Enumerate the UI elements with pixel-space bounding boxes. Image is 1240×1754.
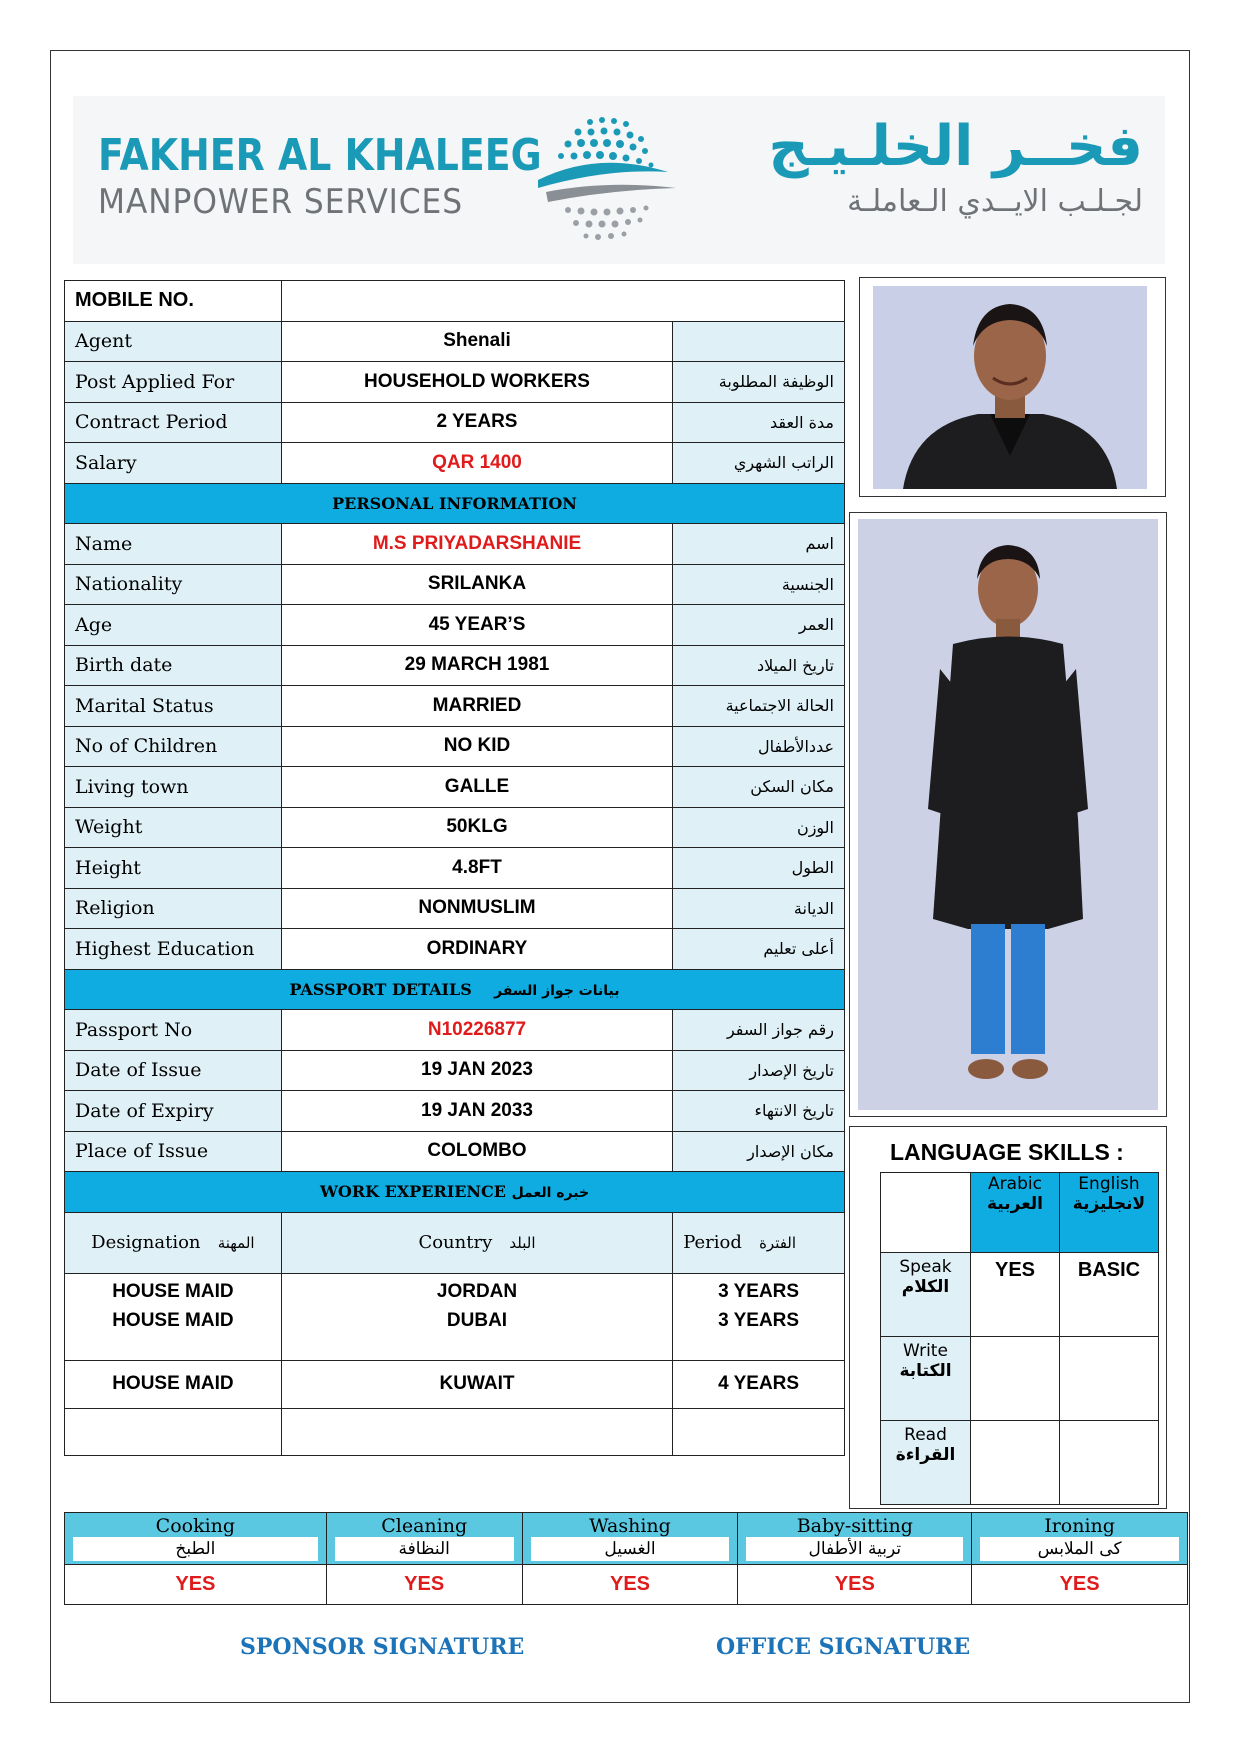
skill-washing (522, 1513, 738, 1565)
personal-info-label: Birth date (65, 645, 282, 686)
language-skills-title: LANGUAGE SKILLS : (890, 1139, 1124, 1165)
language-corner-cell (881, 1173, 971, 1253)
full-body-image (858, 519, 1158, 1110)
passport-info-value: 19 JAN 2023 (281, 1050, 672, 1091)
work-designation: HOUSE MAID (65, 1273, 282, 1310)
personal-info-label: Height (65, 848, 282, 889)
personal-info-label: Living town (65, 767, 282, 808)
country-header-en: Country (418, 1232, 493, 1253)
skill-label-ar: تربية الأطفال (746, 1537, 963, 1561)
portrait-image (873, 286, 1147, 489)
post-row (65, 362, 845, 403)
language-row-label-ar: الكتابة (899, 1361, 952, 1381)
work-designation: HOUSE MAID (65, 1310, 282, 1360)
language-skills-panel (849, 1126, 1167, 1509)
passport-info-label: Date of Issue (65, 1050, 282, 1091)
personal-info-label-ar: الديانة (673, 888, 845, 929)
skill-label-en: Cleaning (381, 1515, 468, 1537)
period-header (673, 1212, 845, 1273)
work-row (65, 1310, 845, 1360)
language-row-label-en: Read (904, 1425, 947, 1445)
company-header (73, 96, 1165, 264)
work-designation: HOUSE MAID (65, 1360, 282, 1408)
skill-label-ar: الطبخ (73, 1537, 318, 1561)
skill-label-en: Baby-sitting (796, 1515, 913, 1537)
personal-info-value: M.S PRIYADARSHANIE (281, 524, 672, 565)
skill-label-ar: النظافة (335, 1537, 514, 1561)
work-designation (65, 1408, 282, 1455)
personal-info-value: 45 YEAR’S (281, 605, 672, 646)
post-value: HOUSEHOLD WORKERS (281, 362, 672, 403)
personal-info-label: No of Children (65, 726, 282, 767)
personal-info-row (65, 726, 845, 767)
work-row-empty (65, 1408, 845, 1455)
contract-row (65, 402, 845, 443)
skill-label-en: Ironing (1044, 1515, 1115, 1537)
personal-info-label-ar: أعلى تعليم (673, 929, 845, 970)
skill-label-ar: الغسيل (531, 1537, 730, 1561)
language-row-label (881, 1421, 971, 1505)
office-signature-label: OFFICE SIGNATURE (716, 1634, 971, 1660)
skill-label-en: Washing (589, 1515, 671, 1537)
passport-info-label-ar: رقم جواز السفر (673, 1010, 845, 1051)
personal-info-label: Name (65, 524, 282, 565)
personal-info-label: Age (65, 605, 282, 646)
personal-info-value: ORDINARY (281, 929, 672, 970)
cv-details-table (64, 280, 845, 1456)
skill-value: YES (65, 1565, 327, 1605)
passport-section-header (65, 969, 845, 1010)
personal-info-row (65, 929, 845, 970)
passport-title-ar: بيانات جواز السفر (494, 982, 620, 999)
language-row-label-ar: القراءة (895, 1445, 956, 1465)
passport-info-value: 19 JAN 2033 (281, 1091, 672, 1132)
passport-info-row (65, 1050, 845, 1091)
work-column-headers (65, 1212, 845, 1273)
personal-info-label: Nationality (65, 564, 282, 605)
language-value (1060, 1421, 1159, 1505)
personal-info-value: 4.8FT (281, 848, 672, 889)
language-col-english (1060, 1173, 1159, 1253)
personal-info-label-ar: اسم (673, 524, 845, 565)
language-row-label-en: Write (903, 1341, 948, 1361)
language-header-row (881, 1173, 1159, 1253)
work-period: 4 YEARS (673, 1360, 845, 1408)
personal-info-row (65, 524, 845, 565)
personal-info-value: MARRIED (281, 686, 672, 727)
personal-section-header (65, 483, 845, 524)
country-header-ar: البلد (509, 1234, 536, 1252)
personal-info-label-ar: العمر (673, 605, 845, 646)
period-header-ar: الفترة (759, 1234, 797, 1252)
work-title-en: WORK EXPERIENCE (319, 1182, 506, 1202)
personal-info-row (65, 564, 845, 605)
sponsor-signature-label: SPONSOR SIGNATURE (240, 1634, 525, 1660)
work-row (65, 1360, 845, 1408)
salary-value: QAR 1400 (281, 443, 672, 484)
work-period (673, 1408, 845, 1455)
personal-info-label-ar: الوزن (673, 807, 845, 848)
salary-label: Salary (65, 443, 282, 484)
agent-value: Shenali (281, 321, 672, 362)
personal-section-title: PERSONAL INFORMATION (65, 483, 845, 524)
passport-info-label-ar: تاريخ الإصدار (673, 1050, 845, 1091)
post-label: Post Applied For (65, 362, 282, 403)
mobile-label: MOBILE NO. (65, 281, 282, 322)
agent-label-ar (673, 321, 845, 362)
work-section-header (65, 1172, 845, 1213)
personal-info-label: Religion (65, 888, 282, 929)
skill-cleaning (326, 1513, 522, 1565)
salary-label-ar: الراتب الشهري (673, 443, 845, 484)
work-title-ar: خبره العمل (511, 1185, 590, 1202)
passport-info-value: N10226877 (281, 1010, 672, 1051)
agent-label: Agent (65, 321, 282, 362)
skill-ironing (972, 1513, 1188, 1565)
work-country (281, 1408, 672, 1455)
personal-info-label-ar: تاريخ الميلاد (673, 645, 845, 686)
country-header (281, 1212, 672, 1273)
brand-subtitle-ar: لجـلـب الايــدي الـعاملـة (847, 184, 1143, 219)
personal-info-value: 50KLG (281, 807, 672, 848)
salary-row (65, 443, 845, 484)
language-skills-table (880, 1172, 1159, 1505)
work-row (65, 1273, 845, 1310)
language-value (1060, 1337, 1159, 1421)
personal-info-value: NO KID (281, 726, 672, 767)
language-row-read (881, 1421, 1159, 1505)
personal-info-row (65, 605, 845, 646)
post-label-ar: الوظيفة المطلوبة (673, 362, 845, 403)
brand-name-en: FAKHER AL KHALEEG (98, 130, 542, 181)
language-col-ar: العربية (986, 1194, 1043, 1214)
personal-info-label-ar: مكان السكن (673, 767, 845, 808)
language-value (971, 1337, 1060, 1421)
personal-info-row (65, 848, 845, 889)
language-row-label-ar: الكلام (901, 1277, 950, 1297)
work-section-title (65, 1172, 845, 1213)
passport-info-value: COLOMBO (281, 1131, 672, 1172)
passport-info-label: Place of Issue (65, 1131, 282, 1172)
contract-value: 2 YEARS (281, 402, 672, 443)
personal-info-row (65, 686, 845, 727)
language-row-label (881, 1253, 971, 1337)
designation-header-ar: المهنة (217, 1234, 255, 1252)
skill-value: YES (972, 1565, 1188, 1605)
skill-value: YES (738, 1565, 972, 1605)
work-country: KUWAIT (281, 1360, 672, 1408)
personal-info-label-ar: الطول (673, 848, 845, 889)
language-col-ar: لانجليزية (1072, 1194, 1146, 1214)
company-logo-icon (528, 110, 678, 250)
designation-header (65, 1212, 282, 1273)
skills-table (64, 1512, 1188, 1605)
personal-info-row (65, 767, 845, 808)
skill-cooking (65, 1513, 327, 1565)
skill-label-ar: كى الملابس (980, 1537, 1179, 1561)
personal-info-value: NONMUSLIM (281, 888, 672, 929)
language-row-label-en: Speak (899, 1257, 952, 1277)
passport-title-en: PASSPORT DETAILS (289, 979, 472, 999)
skill-baby-sitting (738, 1513, 972, 1565)
agent-row (65, 321, 845, 362)
passport-info-label-ar: مكان الإصدار (673, 1131, 845, 1172)
period-header-en: Period (683, 1232, 742, 1253)
work-country: DUBAI (281, 1310, 672, 1360)
skill-value: YES (326, 1565, 522, 1605)
portrait-photo (859, 277, 1166, 497)
passport-info-row (65, 1091, 845, 1132)
personal-info-value: GALLE (281, 767, 672, 808)
personal-info-value: 29 MARCH 1981 (281, 645, 672, 686)
personal-info-label-ar: عددالأطفال (673, 726, 845, 767)
work-country: JORDAN (281, 1273, 672, 1310)
language-col-arabic (971, 1173, 1060, 1253)
language-row-write (881, 1337, 1159, 1421)
designation-header-en: Designation (91, 1232, 201, 1253)
personal-info-row (65, 645, 845, 686)
work-period: 3 YEARS (673, 1273, 845, 1310)
language-value: BASIC (1060, 1253, 1159, 1337)
passport-info-row (65, 1131, 845, 1172)
personal-info-label: Weight (65, 807, 282, 848)
contract-label-ar: مدة العقد (673, 402, 845, 443)
personal-info-label: Highest Education (65, 929, 282, 970)
passport-info-row (65, 1010, 845, 1051)
work-period: 3 YEARS (673, 1310, 845, 1360)
language-value (971, 1421, 1060, 1505)
personal-info-label: Marital Status (65, 686, 282, 727)
passport-info-label: Passport No (65, 1010, 282, 1051)
language-value: YES (971, 1253, 1060, 1337)
personal-info-value: SRILANKA (281, 564, 672, 605)
skill-label-en: Cooking (155, 1515, 236, 1537)
full-body-photo (849, 512, 1167, 1117)
personal-info-label-ar: الجنسية (673, 564, 845, 605)
contract-label: Contract Period (65, 402, 282, 443)
passport-info-label-ar: تاريخ الانتهاء (673, 1091, 845, 1132)
language-col-en: English (1078, 1174, 1140, 1194)
brand-name-ar: فخــر الخلـيـج (768, 114, 1143, 179)
mobile-row (65, 281, 845, 322)
brand-subtitle-en: MANPOWER SERVICES (98, 182, 464, 222)
language-row-label (881, 1337, 971, 1421)
personal-info-label-ar: الحالة الاجتماعية (673, 686, 845, 727)
mobile-value (281, 281, 844, 322)
skills-header-row (65, 1513, 1188, 1565)
passport-info-label: Date of Expiry (65, 1091, 282, 1132)
personal-info-row (65, 807, 845, 848)
passport-section-title (65, 969, 845, 1010)
language-row-speak (881, 1253, 1159, 1337)
skills-value-row (65, 1565, 1188, 1605)
language-col-en: Arabic (988, 1174, 1042, 1194)
skill-value: YES (522, 1565, 738, 1605)
personal-info-row (65, 888, 845, 929)
